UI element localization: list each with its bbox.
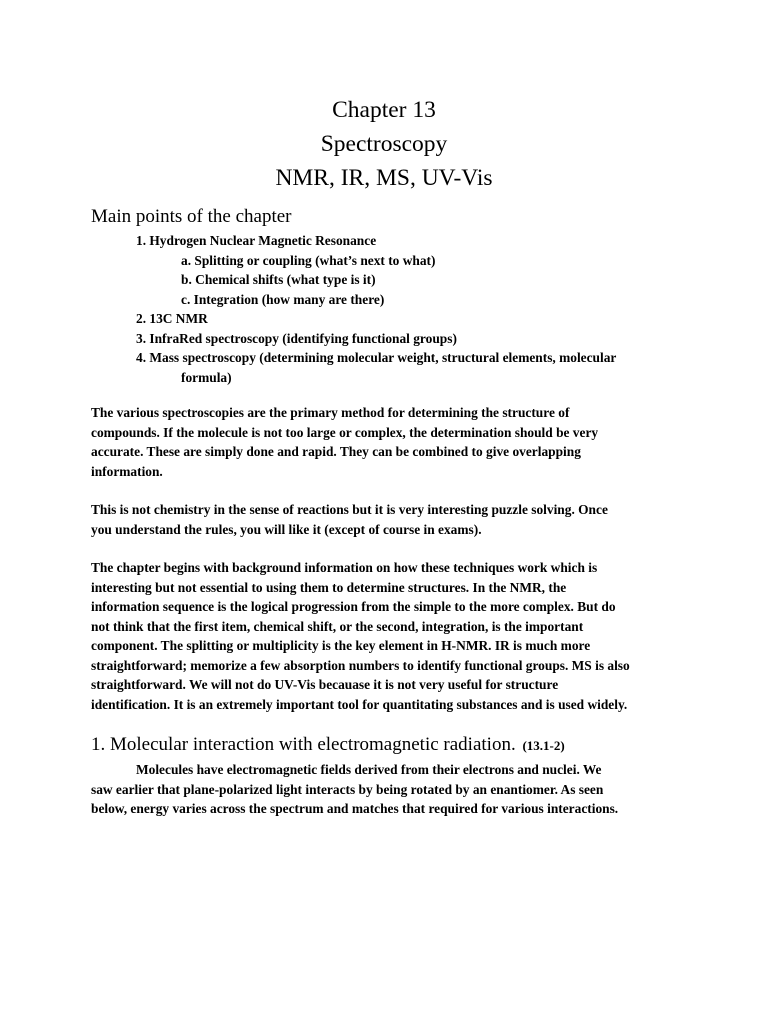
section-reference: (13.1-2) <box>522 738 565 753</box>
list-item: 1. Hydrogen Nuclear Magnetic Resonance <box>136 233 377 248</box>
text-line: straightforward; memorize a few absorption numbers to identify functional groups. MS is also <box>91 657 630 673</box>
list-item-continuation: formula) <box>181 369 232 385</box>
text-line: you understand the rules, you will like it (except of course in exams). <box>91 521 482 537</box>
text-line: information. <box>91 463 163 479</box>
paragraph-intro <box>91 403 711 481</box>
chapter-title <box>0 93 768 195</box>
text-line: not think that the first item, chemical shift, or the second, integration, is the important <box>91 618 584 634</box>
section-heading <box>91 734 565 756</box>
section-title: 1. Molecular interaction with electromagnetic radiation. <box>91 734 516 755</box>
text-line: saw earlier that plane-polarized light interacts by being rotated by an enantiomer. As seen <box>91 781 604 797</box>
list-item: 2. 13C NMR <box>136 311 208 326</box>
list-item: 3. InfraRed spectroscopy (identifying functional groups) <box>136 330 457 346</box>
list-item: a. Splitting or coupling (what’s next to what) <box>181 252 436 268</box>
text-line: accurate. These are simply done and rapid. They can be combined to give overlapping <box>91 444 581 459</box>
text-line: straightforward. We will not do UV-Vis becauase it is not very useful for structure <box>91 677 559 692</box>
text-line: The various spectroscopies are the primary method for determining the structure of <box>91 405 570 420</box>
text-line: interesting but not essential to using them to determine structures. In the NMR, the <box>91 579 567 595</box>
text-line: This is not chemistry in the sense of reactions but it is very interesting puzzle solving. Once <box>91 502 608 517</box>
paragraph-section-1 <box>91 760 711 819</box>
paragraph-overview <box>91 558 711 714</box>
text-line: information sequence is the logical progression from the simple to the more complex. But do <box>91 599 616 614</box>
list-item: b. Chemical shifts (what type is it) <box>181 272 376 287</box>
chapter-topic: Spectroscopy <box>320 131 448 157</box>
chapter-subtitle: NMR, IR, MS, UV-Vis <box>275 165 493 191</box>
text-line: compounds. If the molecule is not too large or complex, the determination should be very <box>91 424 599 440</box>
main-points-heading: Main points of the chapter <box>91 206 292 227</box>
main-points-list <box>0 231 616 387</box>
text-line: below, energy varies across the spectrum and matches that required for various interactions. <box>91 801 619 816</box>
text-line: Molecules have electromagnetic fields derived from their electrons and nuclei. We <box>136 762 602 777</box>
text-line: identification. It is an extremely important tool for quantitating substances and is used widely. <box>91 696 628 712</box>
chapter-number: Chapter 13 <box>332 97 436 123</box>
list-item: c. Integration (how many are there) <box>181 291 385 307</box>
paragraph-puzzle <box>91 500 711 539</box>
list-item: 4. Mass spectroscopy (determining molecular weight, structural elements, molecular <box>136 350 617 365</box>
text-line: The chapter begins with background information on how these techniques work which is <box>91 560 598 575</box>
text-line: component. The splitting or multiplicity is the key element in H-NMR. IR is much more <box>91 638 591 653</box>
